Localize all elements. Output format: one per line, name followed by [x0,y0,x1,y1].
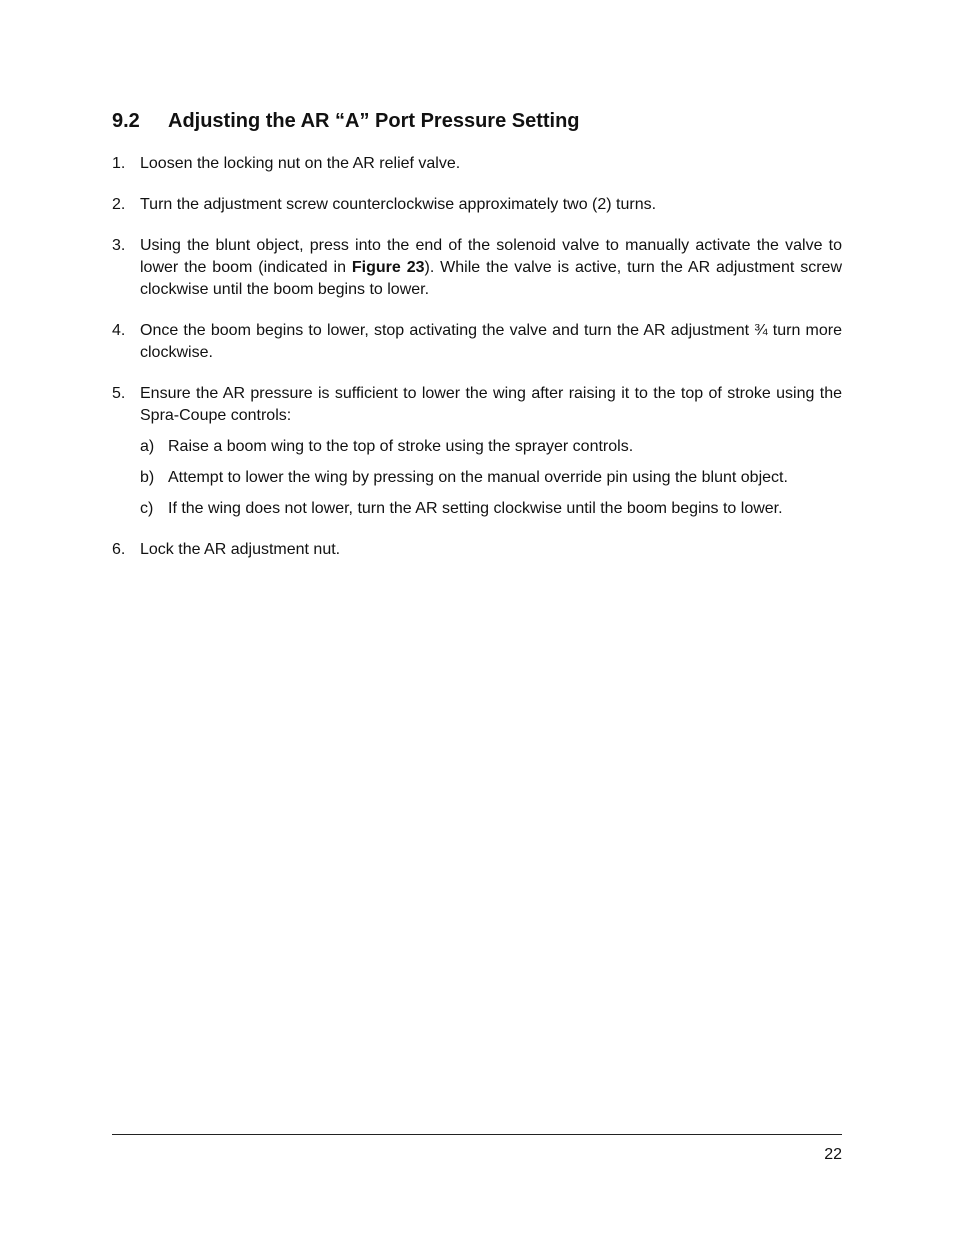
figure-reference: Figure 23 [351,259,425,276]
step-6 [112,539,842,561]
substeps [140,436,842,520]
step-text: Loosen the locking nut on the AR relief valve. [140,155,461,172]
step-3 [112,235,842,301]
step-1 [112,153,842,175]
page-number: 22 [824,1146,842,1163]
substep-marker: c) [140,500,154,517]
substep-b [140,467,842,489]
section-number: 9.2 [112,110,140,132]
step-text: Turn the adjustment screw counterclockwise approximately two (2) turns. [140,196,657,213]
footer-divider [112,1134,842,1135]
substep-marker: a) [140,438,155,455]
step-text-after: ). While the valve is active, turn the AR adjustment screw clockwise until the boom begins to lower. [140,259,842,298]
step-marker: 5. [112,385,126,402]
substep-text: Attempt to lower the wing by pressing on the manual override pin using the blunt object. [168,469,788,486]
step-2 [112,194,842,216]
step-marker: 3. [112,237,126,254]
substep-a [140,436,842,458]
substep-text: If the wing does not lower, turn the AR setting clockwise until the boom begins to lower. [168,500,783,517]
substep-marker: b) [140,469,155,486]
step-4 [112,320,842,364]
step-text-before: Using the blunt object, press into the end of the solenoid valve to manually activate the valve to lower the boom (indicated in [140,237,842,276]
step-marker: 1. [112,155,126,172]
substep-c [140,498,842,520]
step-text: Once the boom begins to lower, stop activating the valve and turn the AR adjustment ¾ turn more clockwise. [140,322,842,361]
step-text: Lock the AR adjustment nut. [140,541,341,558]
step-marker: 4. [112,322,126,339]
step-text: Ensure the AR pressure is sufficient to lower the wing after raising it to the top of stroke using the Spra-Coupe controls: [140,385,842,424]
step-5 [112,383,842,520]
section-heading [112,110,580,133]
procedure-steps [112,153,842,580]
step-marker: 2. [112,196,126,213]
section-title: Adjusting the AR “A” Port Pressure Setting [168,110,580,132]
step-marker: 6. [112,541,126,558]
substep-text: Raise a boom wing to the top of stroke using the sprayer controls. [168,438,634,455]
